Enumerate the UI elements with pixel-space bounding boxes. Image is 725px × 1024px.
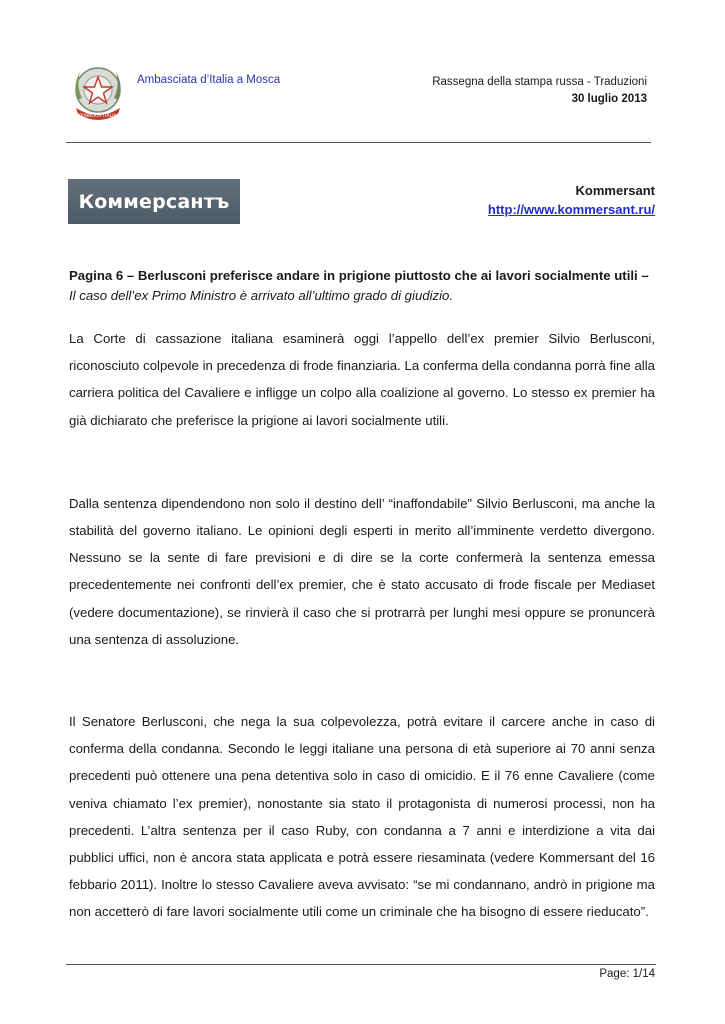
article-headline	[69, 266, 655, 306]
paragraph: La Corte di cassazione italiana esaminerà oggi l’appello dell’ex premier Silvio Berlusconi, riconosciuto colpevole in precedenza di frode finanziaria. La conferma della condanna porrà fine alla carriera politica del Cavaliere e infligge un colpo alla coalizione al governo. Lo stesso ex premier ha già dichiarato che preferisce la prigione ai lavori socialmente utili.	[69, 331, 655, 428]
kommersant-logo	[68, 179, 240, 224]
paragraph: Il Senatore Berlusconi, che nega la sua colpevolezza, potrà evitare il carcere anche in caso di conferma della condanna. Secondo le leggi italiane una persona di età superiore ai 70 anni senza precedenti può ottenere una pena detentiva solo in caso di omicidio. E il 76 enne Cavaliere (come veniva chiamato l’ex premier), nonostante sia stato il protagonista di numerosi processi, non ha precedenti. L’altra sentenza per il caso Ruby, con condanna a 7 anni e interdizione a vita dai pubblici uffici, non è ancora stata applicata e potrà essere riesaminata (vedere Kommersant del 16 febbario 2011). Inoltre lo stesso Cavaliere aveva avvisato: “se mi condannano, andrò in prigione ma non accetterò di fare lavori socialmente utili come un criminale che ha bisogno di essere rieducato”.	[69, 714, 655, 920]
article	[69, 266, 655, 926]
headline-subtitle: Il caso dell’ex Primo Ministro è arrivato all’ultimo grado di giudizio.	[69, 288, 454, 303]
italian-republic-emblem-icon	[66, 60, 130, 126]
svg-text:REPUBBLICA ITALIANA: REPUBBLICA ITALIANA	[73, 114, 123, 119]
paragraph: Dalla sentenza dipendendono non solo il destino dell’ “inaffondabile” Silvio Berlusconi, ma anche la stabilità del governo italiano. Le opinioni degli esperti in merito all’imminente verdetto divergono. Nessuno se la sente di fare previsioni e di dire se la corte confermerà la sentenza emessa precedentemente nei confronti dell’ex premier, che è stato accusato di frode fiscale per Mediaset (vedere documentazione), se rinvierà il caso che si protrarrà per lunghi mesi oppure se pronuncerà una sentenza di assoluzione.	[69, 495, 655, 647]
embassy-name: Ambasciata d’Italia a Mosca	[137, 74, 281, 86]
review-header	[432, 74, 647, 108]
review-date: 30 luglio 2013	[571, 93, 647, 105]
review-title: Rassegna della stampa russa - Traduzioni	[432, 76, 647, 88]
source-name: Kommersant	[575, 183, 655, 198]
headline-title: Pagina 6 – Berlusconi preferisce andare in prigione piuttosto che ai lavori socialmente utili –	[69, 268, 649, 283]
source-info	[488, 181, 655, 219]
header-divider	[66, 142, 651, 143]
footer-divider	[66, 964, 656, 965]
page-number: Page: 1/14	[599, 968, 655, 980]
logo-text: Коммерсантъ	[78, 190, 230, 213]
source-link[interactable]: http://www.kommersant.ru/	[487, 202, 655, 217]
